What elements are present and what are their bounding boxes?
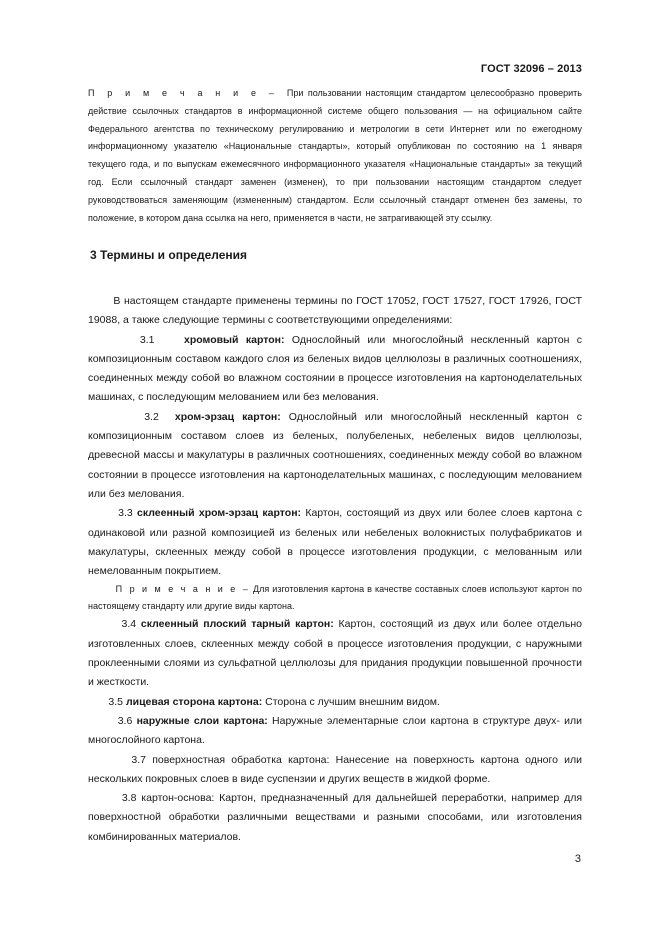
- term-definition: Картон, состоящий из двух или более отдельно изготовленных слоев, склеенных между собой в процессе изготовления продукции, с наружными проклеенными слоями из сульфатной целлюлозы для придания продукции повышенной прочности и жесткости.: [88, 618, 582, 689]
- note-label: П р и м е ч а н и е –: [88, 88, 279, 98]
- term-3-8: [88, 789, 582, 847]
- section-body: [88, 292, 582, 847]
- term-3-3: [88, 504, 582, 581]
- term-number: 3.6: [117, 714, 133, 727]
- term-number: 3.2: [144, 410, 159, 423]
- term-name: склеенный хром-эрзац картон:: [137, 507, 302, 520]
- term-definition: Картон, состоящий из двух или более слоев картона с одинаковой или разной композицией из беленых или небеленых волокнистых полуфабрикатов и макулатуры, склеенных между собой в процессе изготовления продукции, с мелованным или немелованным покрытием.: [88, 507, 582, 578]
- note-label: П р и м е ч а н и е –: [115, 584, 250, 595]
- term-name: лицевая сторона картона:: [125, 695, 263, 708]
- term-number: 3.3: [118, 507, 133, 520]
- note-text: При пользовании настоящим стандартом целесообразно проверить действие ссылочных стандартов в информационной системе общего пользования — на официальном сайте Федерального агентства по техническому регулированию и метрологии в сети Интернет или по ежегодному информационному указателю «Национальные стандарты», который опубликован по состоянию на 1 января текущего года, и по выпускам ежемесячного информационного указателя «Национальные стандарты» за текущий год. Если ссылочный стандарт заменен (изменен), то при пользовании настоящим стандартом следует руководствоваться заменяющим (измененным) стандартом. Если ссылочный стандарт отменен без замены, то положение, в котором дана ссылка на него, применяется в части, не затрагивающей эту ссылку.: [88, 88, 582, 223]
- term-3-4: [88, 615, 582, 692]
- document-header: ГОСТ 32096 – 2013: [480, 63, 582, 75]
- term-number: 3.8: [121, 792, 137, 805]
- term-name: наружные слои картона:: [136, 714, 268, 727]
- term-number: 3.7: [131, 753, 147, 766]
- term-definition: Сторона с лучшим внешним видом.: [262, 695, 440, 708]
- intro-text: В настоящем стандарте применены термины по ГОСТ 17052, ГОСТ 17527, ГОСТ 17926, ГОСТ 19088, а также следующие термины с соответствующими определениями:: [88, 295, 582, 327]
- term-name: склеенный плоский тарный картон:: [140, 618, 334, 631]
- term-3-1: [88, 331, 582, 408]
- inline-note: [88, 581, 582, 615]
- section-title: 3 Термины и определения: [90, 248, 248, 262]
- term-3-2: [88, 408, 582, 504]
- term-number: 3.5: [108, 695, 124, 708]
- note-text: Для изготовления картона в качестве составных слоев используют картон по настоящему стандарту или другие виды картона.: [88, 584, 582, 612]
- term-definition: поверхностная обработка картона: Нанесение на поверхность картона одного или нескольких покровных слоев в виде суспензии и других веществ в жидкой форме.: [88, 753, 582, 785]
- reference-note: [88, 85, 582, 227]
- term-definition: Наружные элементарные слои картона в структуре двух- или многослойного картона.: [88, 714, 583, 747]
- intro-paragraph: [88, 292, 582, 331]
- term-name: хром-эрзац картон:: [174, 410, 281, 423]
- term-number: 3.1: [139, 333, 155, 346]
- term-definition: Однослойный или многослойный нескленный картон с композиционным составом слоев из беленых, полубеленых, небеленых видов целлюлозы, древесной массы и макулатуры в различных соотношениях, соединенных между собой во влажном состоянии в процессе изготовления на картоноделательных машинах, с последующим мелованием или без мелования.: [88, 410, 583, 500]
- term-name: хромовый картон:: [184, 333, 285, 346]
- term-definition: Однослойный или многослойный нескленный картон с композиционным составом каждого слоя из беленых видов целлюлозы в различных соотношениях, соединенных между собой во влажном состоянии в процессе изготовления на картоноделательных машинах, с последующим мелованием или без мелования.: [88, 333, 583, 404]
- term-definition: картон-основа: Картон, предназначенный для дальнейшей переработки, например для поверхностной обработки различными веществами и разными способами, или изготовления комбинированных материалов.: [88, 792, 583, 843]
- page-number: 3: [574, 853, 581, 865]
- term-3-6: [88, 712, 582, 751]
- term-3-7: [88, 751, 582, 790]
- term-3-5: [88, 693, 582, 712]
- term-number: 3.4: [121, 618, 137, 631]
